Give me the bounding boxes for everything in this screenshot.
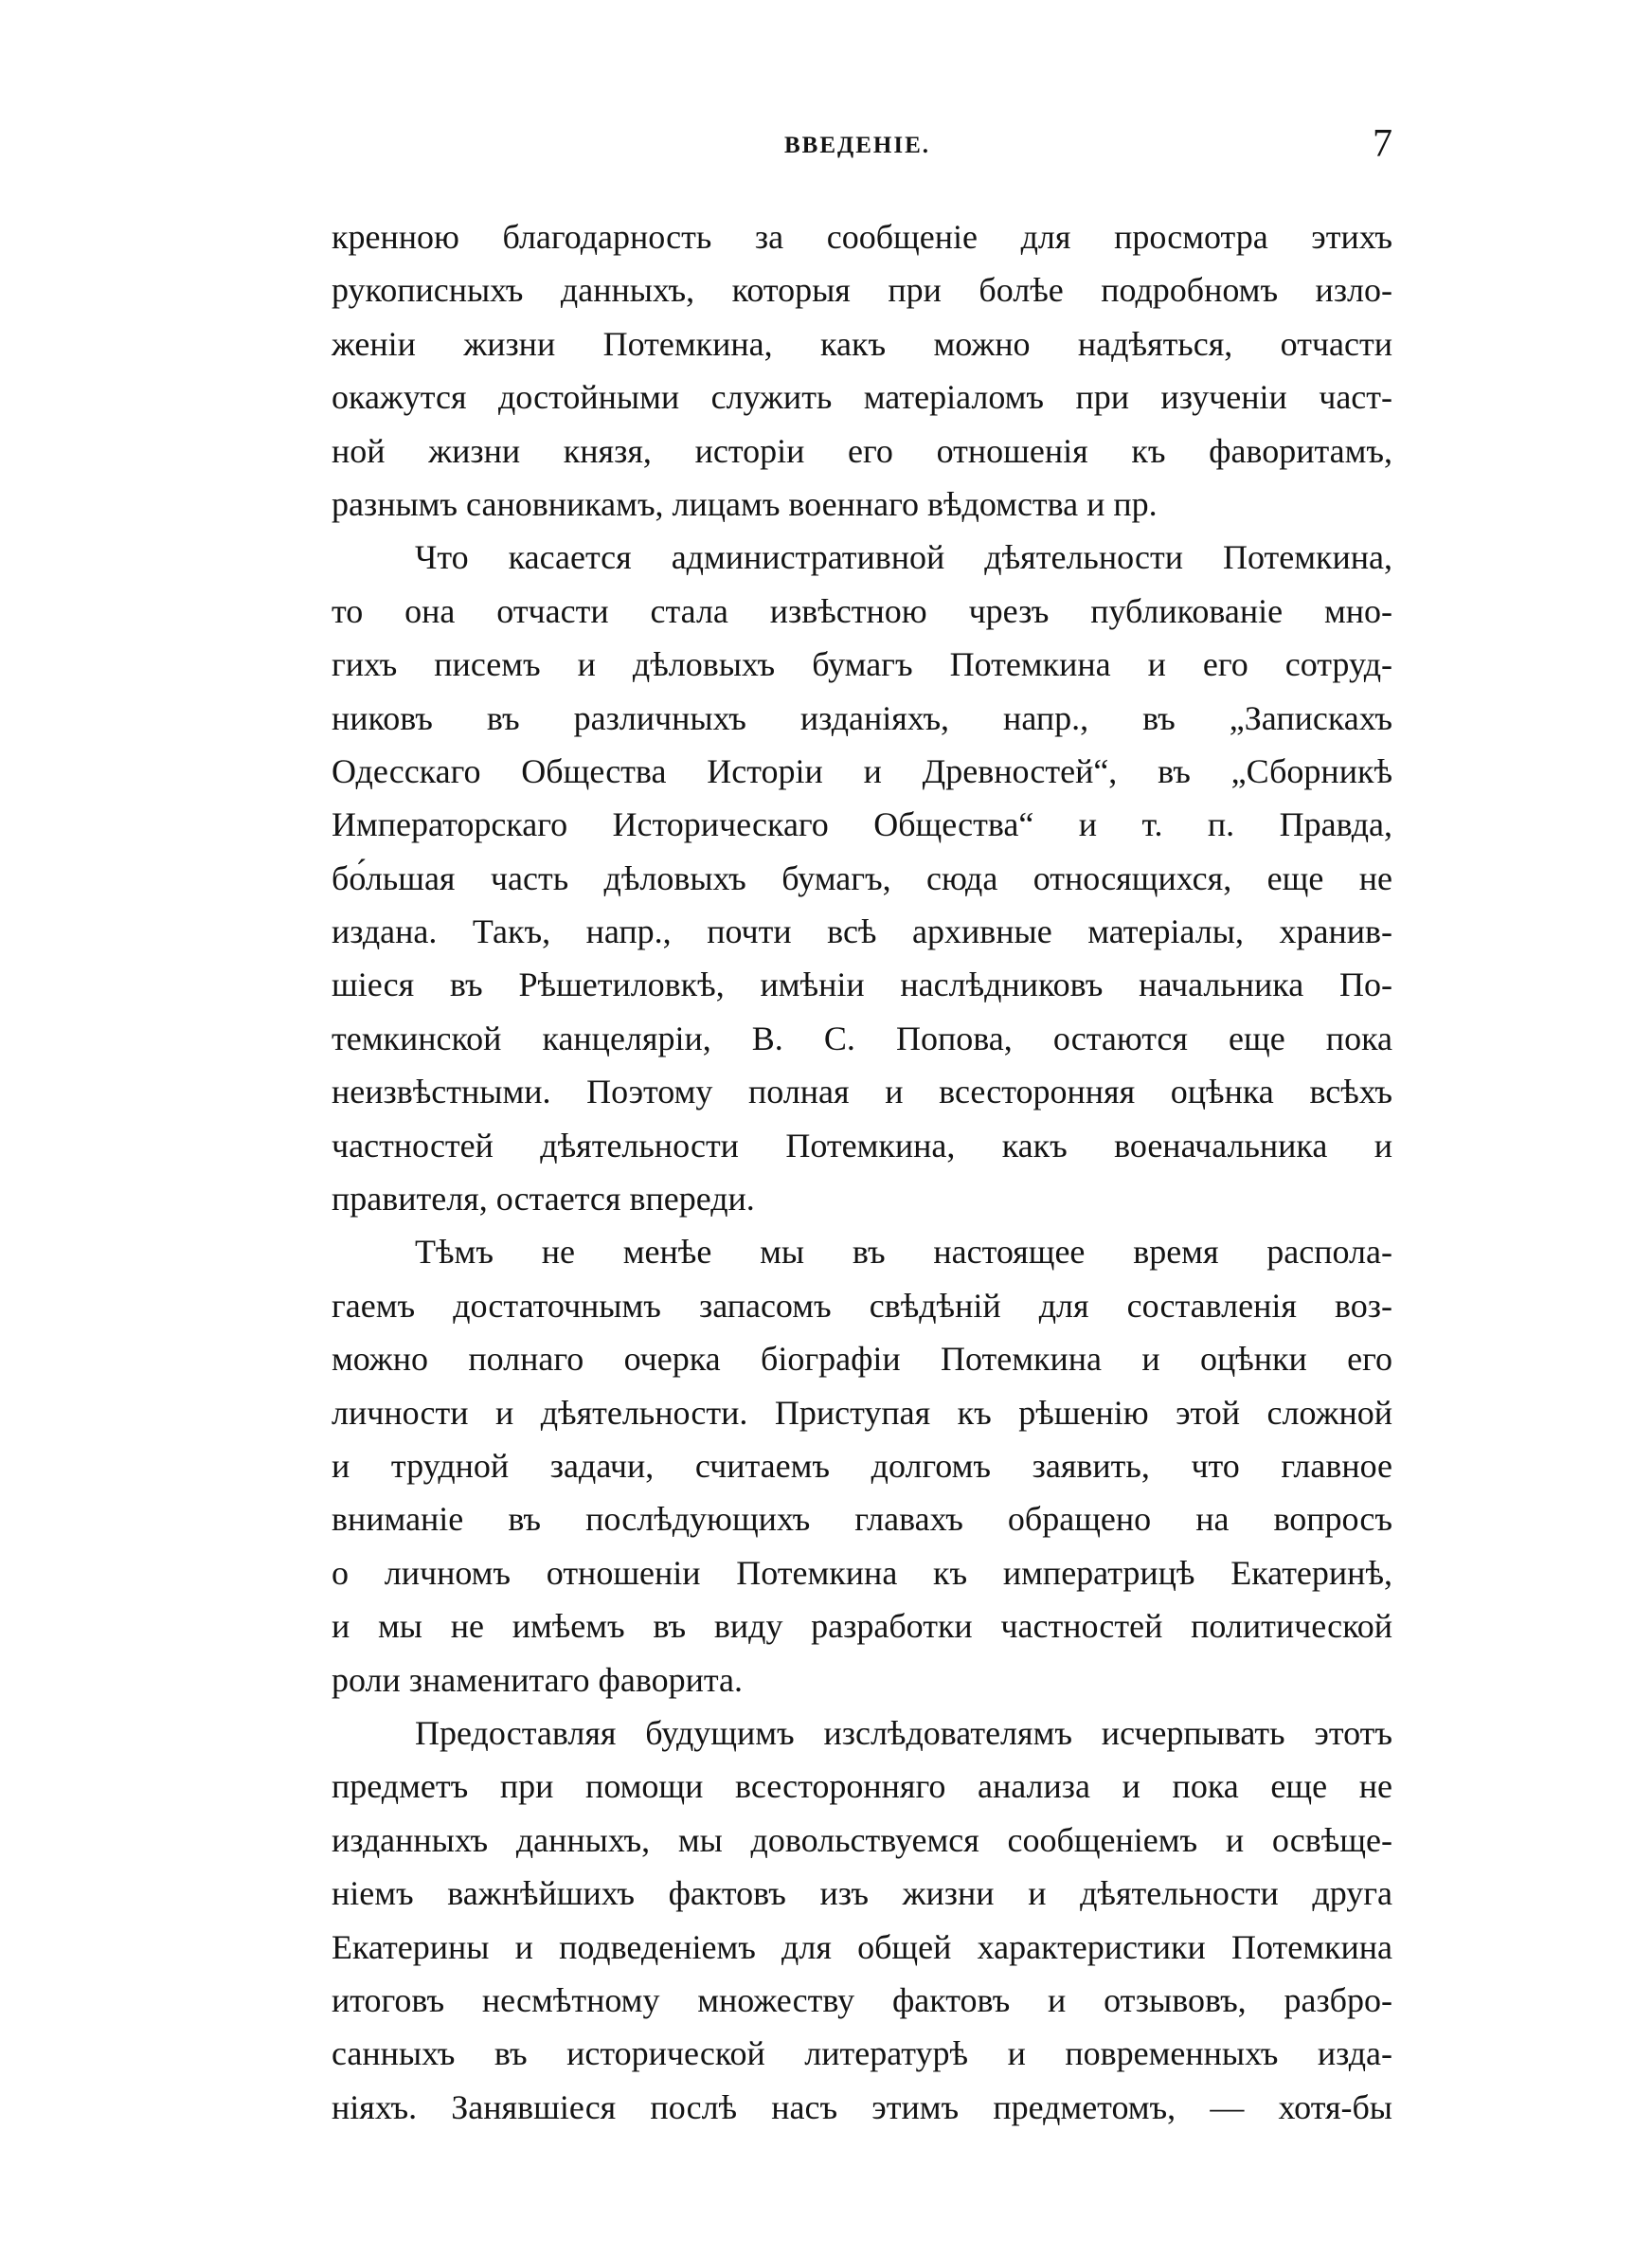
text-line: Что касается административной дѣятельности Потемкина, (415, 538, 1392, 577)
text-line: темкинской канцеляріи, В. С. Попова, остаются еще пока (332, 1019, 1392, 1057)
text-line: Предоставляя будущимъ изслѣдователямъ исчерпывать этотъ (415, 1713, 1392, 1752)
text-line: Тѣмъ не менѣе мы въ настоящее время распола- (415, 1233, 1392, 1272)
running-title: ВВЕДЕНІЕ. (784, 133, 930, 158)
text-line: окажутся достойными служить матеріаломъ при изученіи част- (332, 378, 1392, 417)
running-head (332, 121, 1392, 178)
text-line: Екатерины и подведеніемъ для общей характеристики Потемкина (332, 1927, 1392, 1966)
page-number: 7 (1373, 122, 1392, 166)
text-line: бо́льшая часть дѣловыхъ бумагъ, сюда относящихся, еще не (332, 858, 1392, 897)
text-line: Одесскаго Общества Исторіи и Древностей“, въ „Сборникѣ (332, 751, 1392, 790)
text-line: ніяхъ. Занявшіеся послѣ насъ этимъ предметомъ, — хотя-бы (332, 2087, 1392, 2126)
text-line: правителя, остается впереди. (332, 1180, 755, 1219)
text-line: то она отчасти стала извѣстною чрезъ публикованіе мно- (332, 591, 1392, 630)
text-line: предметъ при помощи всесторонняго анализа и пока еще не (332, 1767, 1392, 1806)
text-line: гаемъ достаточнымъ запасомъ свѣдѣній для составленія воз- (332, 1286, 1392, 1325)
text-line: кренною благодарность за сообщеніе для просмотра этихъ (332, 218, 1392, 256)
text-line: вниманіе въ послѣдующихъ главахъ обращено на вопросъ (332, 1500, 1392, 1539)
text-line: и мы не имѣемъ въ виду разработки частностей политической (332, 1607, 1392, 1646)
text-line: разнымъ сановникамъ, лицамъ военнаго вѣдомства и пр. (332, 484, 1158, 523)
text-line: частностей дѣятельности Потемкина, какъ военачальника и (332, 1126, 1392, 1165)
text-line: и трудной задачи, считаемъ долгомъ заявить, что главное (332, 1446, 1392, 1485)
text-line: неизвѣстными. Поэтому полная и всесторонняя оцѣнка всѣхъ (332, 1073, 1392, 1111)
text-line: женіи жизни Потемкина, какъ можно надѣяться, отчасти (332, 324, 1392, 363)
text-line: шіеся въ Рѣшетиловкѣ, имѣніи наслѣдниковъ начальника По- (332, 966, 1392, 1004)
text-line: издана. Такъ, напр., почти всѣ архивные матеріалы, хранив- (332, 912, 1392, 951)
text-line: личности и дѣятельности. Приступая къ рѣшенію этой сложной (332, 1393, 1392, 1432)
text-line: гихъ писемъ и дѣловыхъ бумагъ Потемкина и его сотруд- (332, 645, 1392, 684)
paragraph (332, 531, 1392, 1225)
text-line: Императорскаго Историческаго Общества“ и т. п. Правда, (332, 805, 1392, 844)
paragraph (332, 1225, 1392, 1706)
paragraph (332, 210, 1392, 531)
text-line: никовъ въ различныхъ изданіяхъ, напр., въ „Запискахъ (332, 698, 1392, 737)
text-line: о личномъ отношеніи Потемкина къ императрицѣ Екатеринѣ, (332, 1553, 1392, 1592)
text-line: изданныхъ данныхъ, мы довольствуемся сообщеніемъ и освѣще- (332, 1820, 1392, 1859)
text-line: можно полнаго очерка біографіи Потемкина и оцѣнки его (332, 1340, 1392, 1379)
text-line: ной жизни князя, исторіи его отношенія къ фаворитамъ, (332, 431, 1392, 470)
text-line: санныхъ въ исторической литературѣ и повременныхъ изда- (332, 2034, 1392, 2073)
text-line: рукописныхъ данныхъ, которыя при болѣе подробномъ изло- (332, 271, 1392, 310)
text-line: ніемъ важнѣйшихъ фактовъ изъ жизни и дѣятельности друга (332, 1874, 1392, 1913)
paragraph (332, 1706, 1392, 2134)
text-line: итоговъ несмѣтному множеству фактовъ и отзывовъ, разбро- (332, 1980, 1392, 2019)
body-text (332, 210, 1392, 2134)
text-line: роли знаменитаго фаворита. (332, 1660, 744, 1699)
